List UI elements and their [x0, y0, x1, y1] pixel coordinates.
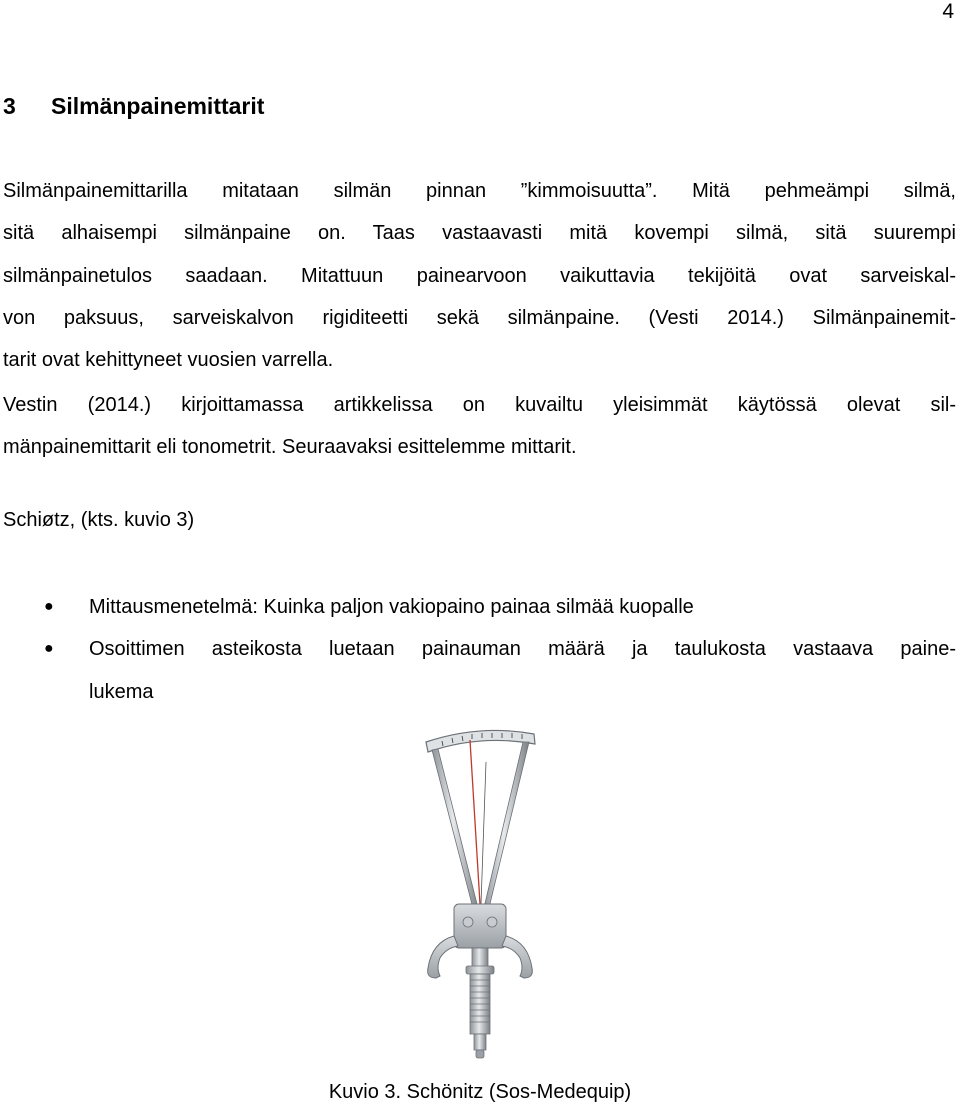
bullet-line: Mittausmenetelmä: Kuinka paljon vakiopaino painaa silmää kuopalle [89, 596, 694, 618]
figure-caption: Kuvio 3. Schönitz (Sos-Medequip) [328, 1081, 632, 1103]
tonometer-illustration [392, 722, 568, 1062]
paragraph-line: tarit ovat kehittyneet vuosien varrella. [3, 349, 334, 372]
paragraph-line: Vestin (2014.) kirjoittamassa artikkelissa on kuvailtu yleisimmät käytössä olevat sil- [3, 394, 956, 416]
section-number: 3 [3, 93, 16, 119]
page-number: 4 [942, 0, 954, 23]
footplate [476, 1050, 484, 1058]
bullet-icon: ● [44, 640, 54, 658]
handle-left [428, 936, 458, 978]
paragraph-line: silmänpainetulos saadaan. Mitattuun painearvoon vaikuttavia tekijöitä ovat sarveiskal- [3, 264, 956, 287]
pointer-needle [470, 740, 480, 904]
bullet-icon: ● [44, 598, 54, 615]
frame-body [454, 904, 506, 948]
subheading-text: Schiøtz, (kts. kuvio 3) [3, 509, 195, 531]
bullet-list [0, 586, 956, 713]
paragraph-intro [3, 170, 956, 381]
section-heading [3, 90, 264, 122]
handle-right [502, 936, 532, 978]
frame-right-arm [483, 742, 529, 912]
bullet-line: Osoittimen asteikosta luetaan painauman määrä ja taulukosta vastaava paine- [89, 638, 956, 661]
tonometer-figure [392, 722, 568, 1062]
paragraph-line: von paksuus, sarveiskalvon rigiditeetti sekä silmänpaine. (Vesti 2014.) Silmänpainemit- [3, 306, 956, 329]
section-title: Silmänpainemittarit [51, 93, 265, 119]
paragraph-line: Silmänpainemittarilla mitataan silmän pinnan ”kimmoisuutta”. Mitä pehmeämpi silmä, [3, 180, 956, 202]
paragraph-line: mänpainemittarit eli tonometrit. Seuraavaksi esittelemme mittarit. [3, 436, 577, 459]
bullet-line: lukema [89, 680, 154, 703]
lever-wire [481, 762, 486, 904]
paragraph-tonometers [3, 384, 956, 469]
bullet-item [0, 628, 956, 713]
paragraph-line: sitä alhaisempi silmänpaine on. Taas vastaavasti mitä kovempi silmä, sitä suurempi [3, 222, 956, 245]
bullet-item [0, 586, 956, 628]
subheading [3, 499, 956, 541]
